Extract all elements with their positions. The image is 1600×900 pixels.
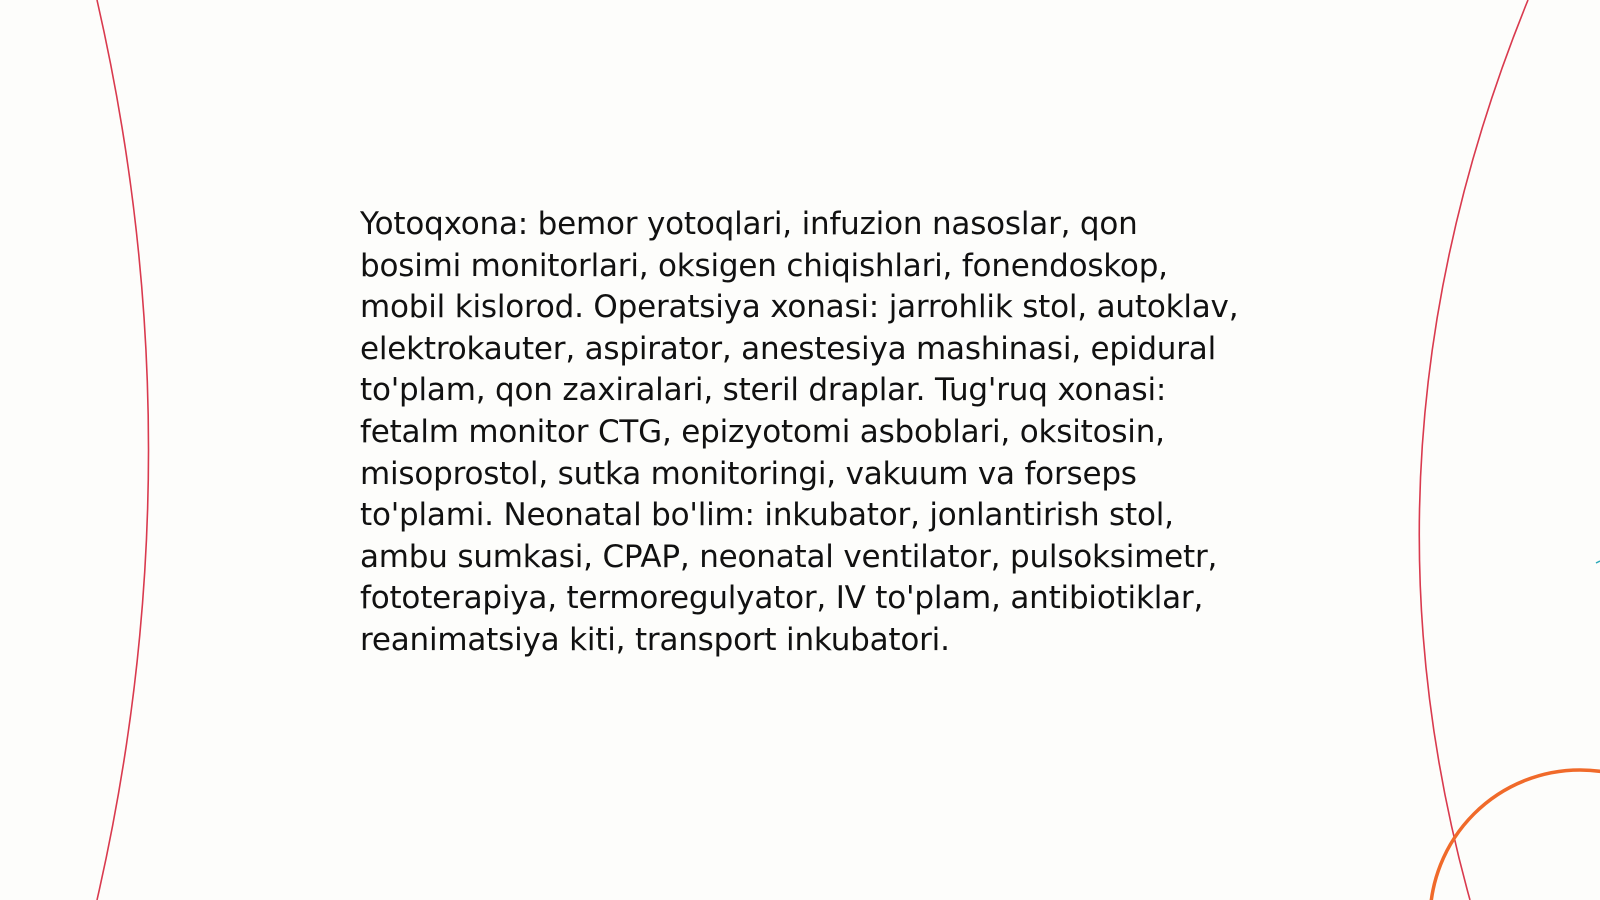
teal-accent-mark xyxy=(1596,561,1600,563)
orange-circle-arc xyxy=(1430,770,1600,900)
body-text: Yotoqxona: bemor yotoqlari, infuzion nasoslar, qon bosimi monitorlari, oksigen chiqishlari, fonendoskop, mobil kislorod. Operatsiya xonasi: jarrohlik stol, autoklav, elektrokauter, aspirator, anestesiya mashinasi, epidural to'plam, qon zaxiralari, steril draplar. Tug'ruq xonasi: fetalm monitor CTG, epizyotomi asboblari, oksitosin, misoprostol, sutka monitoringi, vakuum va forseps to'plami. Neonatal bo'lim: inkubator, jonlantirish stol, ambu sumkasi, CPAP, neonatal ventilator, pulsoksimetr, fototerapiya, termoregulyator, IV to'plam, antibiotiklar, reanimatsiya kiti, transport inkubatori. xyxy=(360,206,1239,658)
right-arc-line xyxy=(1419,0,1528,900)
left-arc-line xyxy=(97,0,149,900)
